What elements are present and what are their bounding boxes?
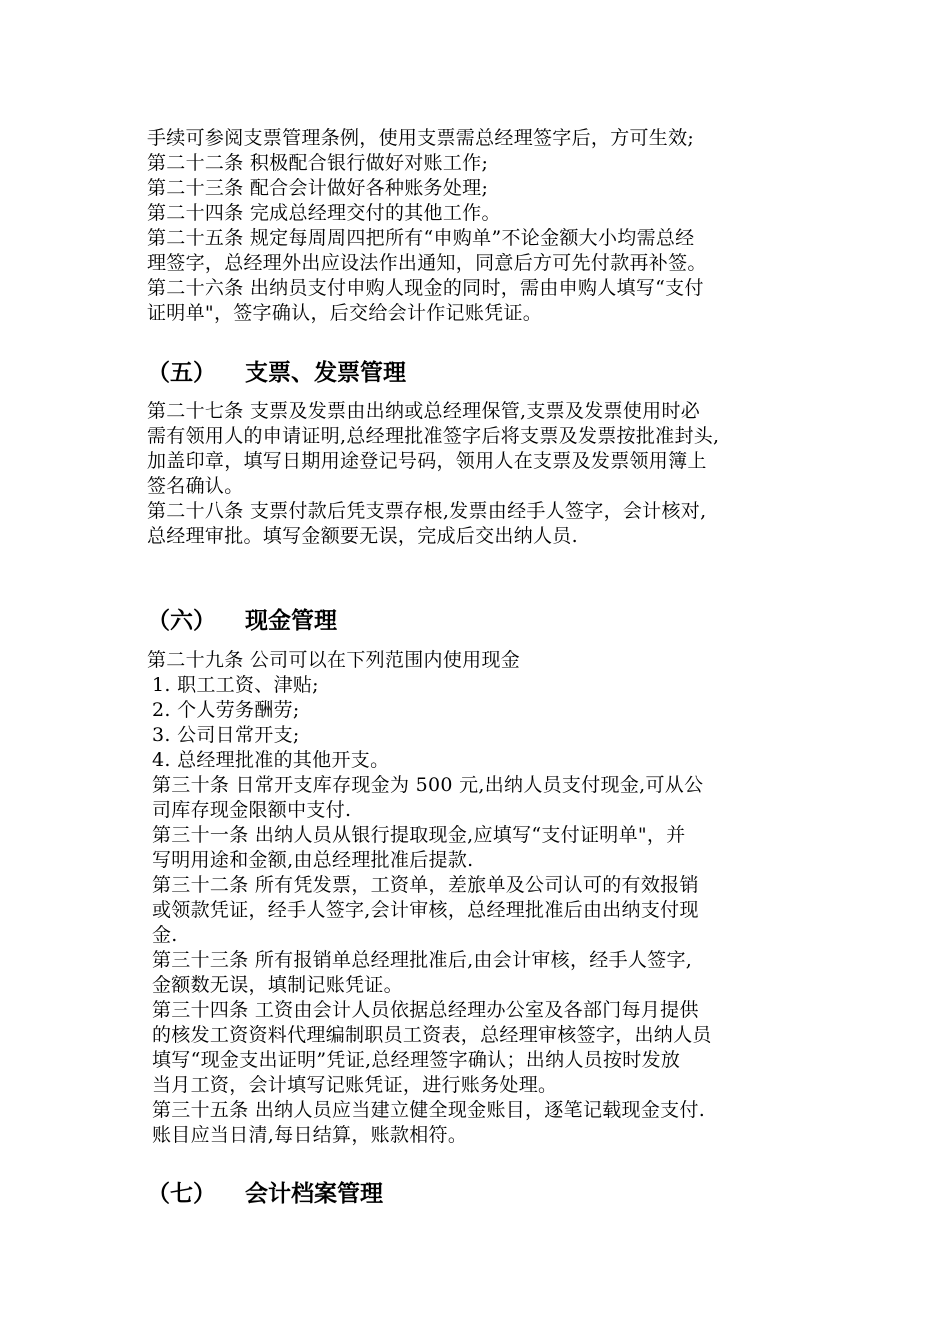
text-line: 总经理审批。填写金额要无误，完成后交出纳人员. xyxy=(147,525,578,547)
text-line: 证明单"，签字确认，后交给会计作记账凭证。 xyxy=(147,302,543,324)
section-body-5 xyxy=(147,399,719,549)
text-line: 司库存现金限额中支付. xyxy=(152,799,352,821)
list-item: 4. 总经理批准的其他开支。 xyxy=(152,749,390,771)
section-title: 支票、发票管理 xyxy=(245,359,406,386)
article-22: 第二十二条 积极配合银行做好对账工作; xyxy=(147,152,489,174)
text-line: 账目应当日清,每日结算，账款相符。 xyxy=(152,1124,468,1146)
text-line: 理签字，总经理外出应设法作出通知，同意后方可先付款再补签。 xyxy=(147,252,707,274)
article-29: 第二十九条 公司可以在下列范围内使用现金 xyxy=(147,649,521,671)
text-line: 金额数无误，填制记账凭证。 xyxy=(152,974,403,996)
article-25: 第二十五条 规定每周周四把所有“申购单”不论金额大小均需总经 xyxy=(147,227,695,249)
text-line: 签名确认。 xyxy=(147,475,244,497)
text-line: 或领款凭证，经手人签字,会计审核，总经理批准后由出纳支付现 xyxy=(152,899,699,921)
section-number: （五） xyxy=(147,359,216,386)
article-30: 第三十条 日常开支库存现金为 500 元,出纳人员支付现金,可从公 xyxy=(152,774,704,796)
article-28: 第二十八条 支票付款后凭支票存根,发票由经手人签字，会计核对, xyxy=(147,500,707,522)
text-line: 金. xyxy=(152,924,178,946)
section-body-6 xyxy=(147,648,712,1148)
section-number: （六） xyxy=(147,607,216,634)
article-24: 第二十四条 完成总经理交付的其他工作。 xyxy=(147,202,501,224)
article-26: 第二十六条 出纳员支付申购人现金的同时，需由申购人填写“支付 xyxy=(147,277,704,299)
list-item: 1. 职工工资、津贴; xyxy=(152,674,319,696)
article-27: 第二十七条 支票及发票由出纳或总经理保管,支票及发票使用时必 xyxy=(147,400,701,422)
section-heading-7 xyxy=(147,1179,383,1209)
section-number: （七） xyxy=(147,1180,216,1207)
text-line: 填写“现金支出证明”凭证,总经理签字确认；出纳人员按时发放 xyxy=(152,1049,681,1071)
article-33: 第三十三条 所有报销单总经理批准后,由会计审核，经手人签字, xyxy=(152,949,693,971)
article-23: 第二十三条 配合会计做好各种账务处理; xyxy=(147,177,489,199)
text-line: 当月工资，会计填写记账凭证，进行账务处理。 xyxy=(152,1074,558,1096)
section-heading-6 xyxy=(147,606,337,636)
section-title: 会计档案管理 xyxy=(245,1180,383,1207)
list-item: 2. 个人劳务酬劳; xyxy=(152,699,300,721)
text-line: 需有领用人的申请证明,总经理批准签字后将支票及发票按批准封头, xyxy=(147,425,720,447)
article-35: 第三十五条 出纳人员应当建立健全现金账目，逐笔记载现金支付. xyxy=(152,1099,706,1121)
text-line: 写明用途和金额,由总经理批准后提款. xyxy=(152,849,474,871)
article-32: 第三十二条 所有凭发票，工资单，差旅单及公司认可的有效报销 xyxy=(152,874,699,896)
text-line: 的核发工资资料代理编制职员工资表，总经理审核签字，出纳人员 xyxy=(152,1024,712,1046)
block-intro xyxy=(147,126,707,326)
section-heading-5 xyxy=(147,358,406,388)
text-line: 加盖印章，填写日期用途登记号码，领用人在支票及发票领用簿上 xyxy=(147,450,707,472)
list-item: 3. 公司日常开支; xyxy=(152,724,300,746)
section-title: 现金管理 xyxy=(245,607,337,634)
text-line: 手续可参阅支票管理条例，使用支票需总经理签字后，方可生效; xyxy=(147,127,695,149)
article-31: 第三十一条 出纳人员从银行提取现金,应填写“支付证明单"，并 xyxy=(152,824,686,846)
article-34: 第三十四条 工资由会计人员依据总经理办公室及各部门每月提供 xyxy=(152,999,699,1021)
